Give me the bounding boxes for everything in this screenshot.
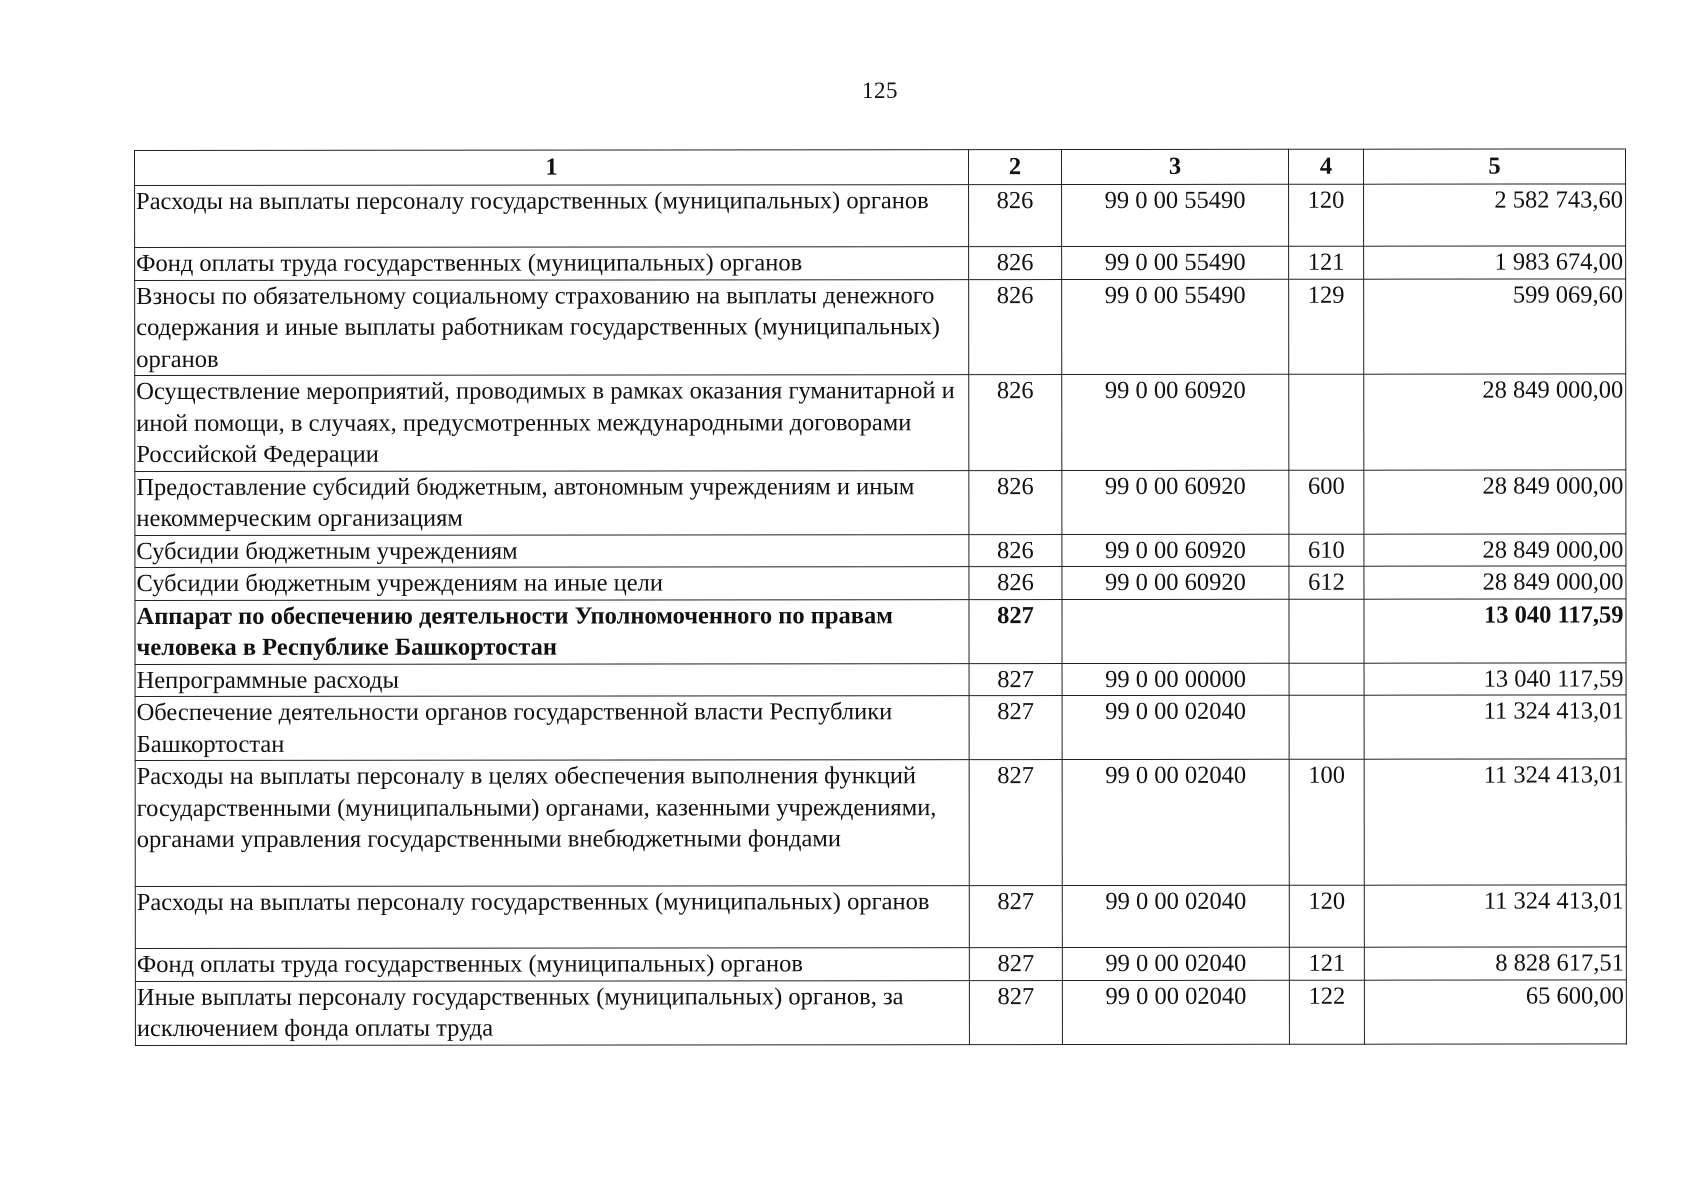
table-row — [135, 469, 1626, 535]
header-col-4: 4 — [1288, 149, 1363, 184]
row-ved: 827 — [969, 948, 1062, 981]
header-col-5: 5 — [1363, 149, 1625, 184]
table-row — [135, 662, 1626, 696]
header-col-3: 3 — [1062, 149, 1289, 184]
row-vr: 120 — [1289, 885, 1364, 947]
row-ved: 826 — [969, 247, 1062, 280]
row-name: Обеспечение деятельности органов государственной власти Республики Башкортостан — [135, 696, 969, 761]
row-amount: 11 324 413,01 — [1364, 885, 1626, 947]
row-name: Аппарат по обеспечению деятельности Уполномоченного по правам человека в Республике Башкортостан — [135, 599, 969, 664]
table-row — [135, 695, 1626, 761]
row-csr: 99 0 00 00000 — [1062, 663, 1289, 696]
table-row — [135, 947, 1626, 981]
row-amount: 11 324 413,01 — [1364, 759, 1626, 885]
row-ved: 826 — [969, 470, 1062, 534]
row-name: Фонд оплаты труда государственных (муниципальных) органов — [135, 948, 969, 981]
row-vr: 121 — [1289, 246, 1364, 279]
table-row — [135, 246, 1626, 280]
row-amount: 8 828 617,51 — [1364, 947, 1626, 980]
row-name: Расходы на выплаты персоналу государственных (муниципальных) органов — [135, 185, 969, 248]
row-csr: 99 0 00 02040 — [1062, 759, 1289, 885]
row-vr — [1289, 663, 1364, 696]
row-csr: 99 0 00 60920 — [1062, 374, 1289, 470]
row-vr — [1289, 374, 1364, 470]
row-name: Предоставление субсидий бюджетным, автономным учреждениям и иным некоммерческим организациям — [135, 470, 969, 535]
row-vr: 129 — [1289, 279, 1364, 375]
header-col-2: 2 — [969, 150, 1062, 185]
row-vr: 610 — [1289, 534, 1364, 567]
row-name: Осуществление мероприятий, проводимых в рамках оказания гуманитарной и иной помощи, в случаях, предусмотренных международными договорами Российской Федерации — [135, 375, 969, 471]
row-amount: 13 040 117,59 — [1364, 662, 1626, 695]
row-csr — [1062, 599, 1289, 663]
table-row — [135, 598, 1626, 664]
row-ved: 827 — [969, 760, 1062, 886]
row-ved: 826 — [969, 185, 1062, 247]
row-name: Расходы на выплаты персоналу государственных (муниципальных) органов — [135, 886, 969, 949]
table-row — [135, 278, 1626, 375]
row-name: Непрограммные расходы — [135, 663, 969, 696]
row-amount: 28 849 000,00 — [1364, 374, 1626, 470]
row-csr: 99 0 00 60920 — [1062, 470, 1289, 534]
row-ved: 827 — [969, 663, 1062, 696]
row-ved: 826 — [969, 375, 1062, 471]
row-csr: 99 0 00 02040 — [1062, 885, 1289, 947]
table-row — [135, 374, 1626, 471]
row-vr: 120 — [1289, 184, 1364, 246]
row-name: Фонд оплаты труда государственных (муниципальных) органов — [135, 247, 969, 280]
row-vr — [1289, 599, 1364, 663]
row-ved: 826 — [969, 279, 1062, 375]
row-ved: 826 — [969, 534, 1062, 567]
row-csr: 99 0 00 02040 — [1062, 980, 1289, 1044]
row-vr: 121 — [1289, 947, 1364, 980]
row-amount: 1 983 674,00 — [1364, 246, 1626, 279]
row-vr — [1289, 695, 1364, 759]
row-amount: 13 040 117,59 — [1364, 598, 1626, 662]
table-row — [135, 979, 1626, 1045]
row-name: Взносы по обязательному социальному страхованию на выплаты денежного содержания и иные выплаты работникам государственных (муниципальных) органов — [135, 279, 969, 375]
table-row — [135, 533, 1626, 567]
row-amount: 2 582 743,60 — [1364, 184, 1626, 246]
row-csr: 99 0 00 55490 — [1062, 184, 1289, 246]
table-header-row — [135, 149, 1626, 186]
row-ved: 827 — [969, 886, 1062, 948]
row-name: Субсидии бюджетным учреждениям на иные цели — [135, 567, 969, 600]
row-ved: 827 — [969, 980, 1062, 1044]
row-ved: 827 — [969, 599, 1062, 663]
row-csr: 99 0 00 55490 — [1062, 279, 1289, 375]
row-vr: 600 — [1289, 470, 1364, 534]
row-name: Субсидии бюджетным учреждениям — [135, 534, 969, 567]
budget-table — [134, 148, 1627, 1045]
table-row — [135, 885, 1626, 949]
row-vr: 612 — [1289, 566, 1364, 599]
row-ved: 826 — [969, 567, 1062, 600]
row-amount: 65 600,00 — [1364, 979, 1626, 1043]
row-amount: 28 849 000,00 — [1364, 533, 1626, 566]
row-amount: 11 324 413,01 — [1364, 695, 1626, 759]
row-csr: 99 0 00 60920 — [1062, 534, 1289, 567]
row-amount: 28 849 000,00 — [1364, 566, 1626, 599]
header-col-1: 1 — [135, 150, 969, 186]
row-amount: 28 849 000,00 — [1364, 469, 1626, 533]
row-vr: 100 — [1289, 759, 1364, 885]
row-csr: 99 0 00 02040 — [1062, 695, 1289, 759]
page-number: 125 — [862, 78, 898, 103]
table-row — [135, 566, 1626, 600]
table-row — [135, 759, 1626, 887]
row-csr: 99 0 00 60920 — [1062, 566, 1289, 599]
table-row — [135, 184, 1626, 248]
row-name: Расходы на выплаты персоналу в целях обеспечения выполнения функций государственными (муниципальными) органами, казенными учреждениями, органами управления государственными внебюджетными фондами — [135, 760, 969, 887]
row-name: Иные выплаты персоналу государственных (муниципальных) органов, за исключением фонда оплаты труда — [135, 980, 969, 1045]
row-ved: 827 — [969, 696, 1062, 760]
row-amount: 599 069,60 — [1364, 278, 1626, 374]
row-csr: 99 0 00 02040 — [1062, 947, 1289, 980]
row-vr: 122 — [1289, 980, 1364, 1044]
row-csr: 99 0 00 55490 — [1062, 246, 1289, 279]
